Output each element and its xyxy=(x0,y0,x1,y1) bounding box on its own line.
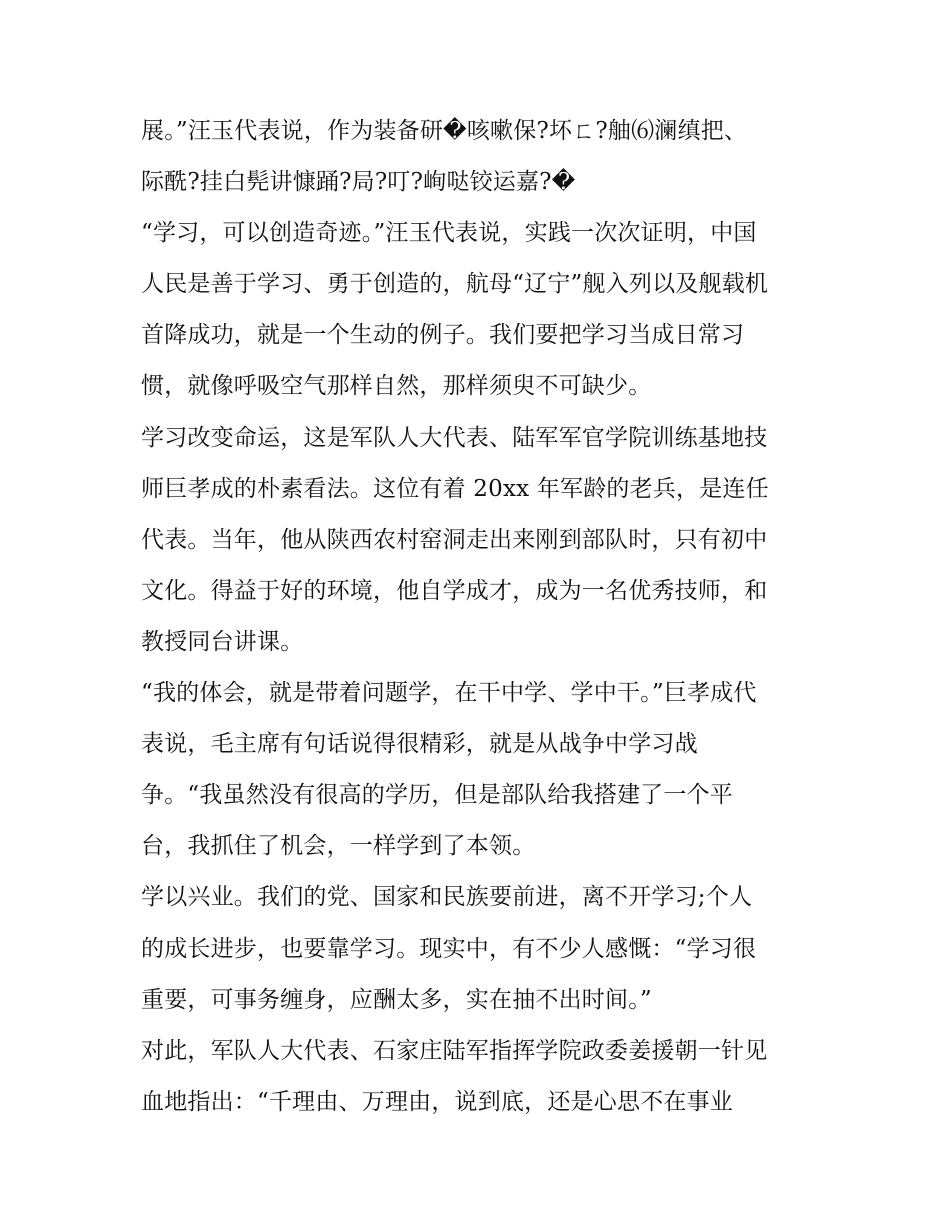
text-line: 教授同台讲课。 xyxy=(141,628,304,655)
text-line: 重要，可事务缠身，应酬太多，实在抽不出时间。” xyxy=(141,986,652,1013)
text-line: 文化。得益于好的环境，他自学成才，成为一名优秀技师，和 xyxy=(141,577,768,604)
text-line: 学以兴业。我们的党、国家和民族要前进，离不开学习;个人 xyxy=(141,884,753,911)
text-line: 代表。当年，他从陕西农村窑洞走出来刚到部队时，只有初中 xyxy=(141,526,768,553)
text-line: 的成长进步，也要靠学习。现实中，有不少人感慨：“学习很 xyxy=(141,935,757,962)
text-line: “学习，可以创造奇迹。”汪玉代表说，实践一次次证明，中国 xyxy=(141,220,757,247)
text-line: 对此，军队人大代表、石家庄陆军指挥学院政委姜援朝一针见 xyxy=(141,1037,768,1064)
text-line: 人民是善于学习、勇于创造的，航母“辽宁”舰入列以及舰载机 xyxy=(141,271,769,298)
text-line: 展。”汪玉代表说，作为装备研�咳嗽保?坏ㄈ?舳⑹澜缜把、 xyxy=(141,118,748,144)
text-line: 学习改变命运，这是军队人大代表、陆军军官学院训练基地技 xyxy=(141,424,768,451)
text-line: 表说，毛主席有句话说得很精彩，就是从战争中学习战 xyxy=(141,731,698,758)
text-line: 血地指出：“千理由、万理由，说到底，还是心思不在事业 xyxy=(141,1088,733,1115)
text-line: 惯，就像呼吸空气那样自然，那样须臾不可缺少。 xyxy=(141,373,652,400)
text-line: 际酰?挂白髡讲慷踊?局?叮?峋哒铰运嘉?� xyxy=(141,169,576,196)
text-line: “我的体会，就是带着问题学，在干中学、学中干。”巨孝成代 xyxy=(141,680,757,707)
text-line: 台，我抓住了机会，一样学到了本领。 xyxy=(141,833,536,860)
text-line: 师巨孝成的朴素看法。这位有着 20xx 年军龄的老兵，是连任 xyxy=(141,475,769,502)
text-line: 首降成功，就是一个生动的例子。我们要把学习当成日常习 xyxy=(141,322,745,349)
text-line: 争。“我虽然没有很高的学历，但是部队给我搭建了一个平 xyxy=(141,782,733,809)
body-text xyxy=(141,106,841,1128)
